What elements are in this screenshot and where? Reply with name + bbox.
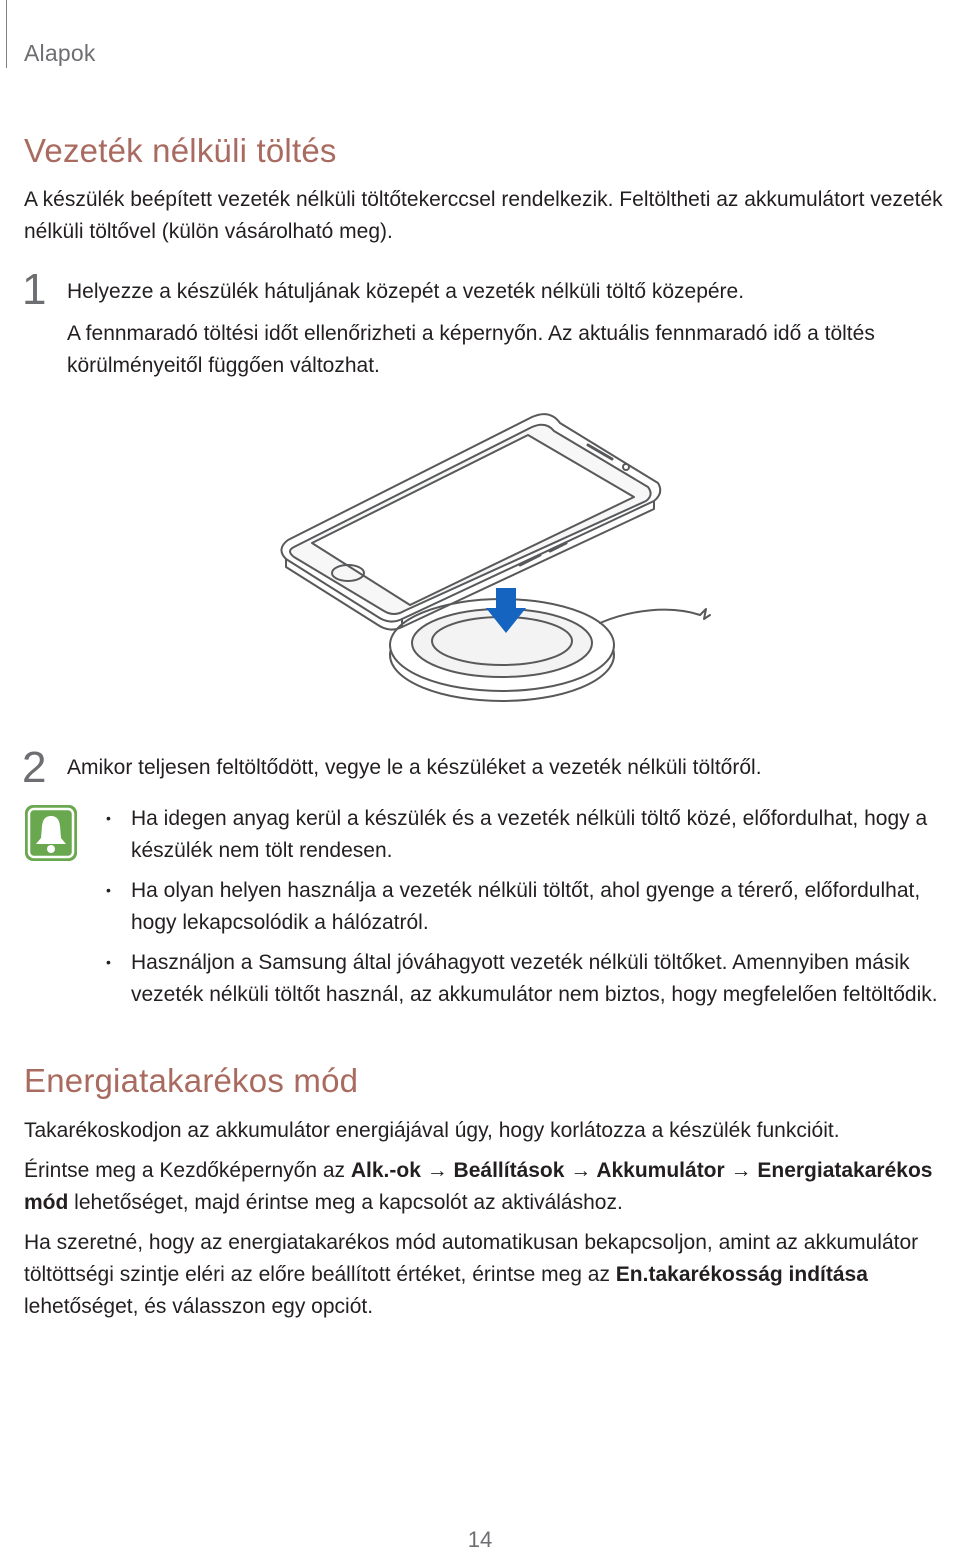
note-2-line-2: hogy lekapcsolódik a hálózatról. [131,911,429,934]
note-bullet-1: • [106,810,111,826]
note-1-line-1: Ha idegen anyag kerül a készülék és a vezeték nélküli töltő közé, előfordulhat, hogy a [131,807,928,830]
menu-arrow-1: -ok → [389,1159,454,1182]
power-saving-para-3-line-3: lehetőséget, és válasszon egy opciót. [24,1295,374,1318]
menu-arrow-2: → [564,1159,597,1182]
bell-icon [24,804,78,862]
para-3-prefix: töltöttségi szintje eléri az előre beállított értéket, érintse meg az [24,1263,616,1286]
step-2-number: 2 [22,743,47,792]
page-number: 14 [467,1527,493,1552]
menu-arrow-3: → [724,1159,758,1182]
header-rule [6,0,7,68]
menu-akkumulator: Akkumulátor [596,1159,725,1182]
power-saving-para-2-line-1 [24,1155,954,1187]
section-header: Alapok [24,40,96,66]
power-saving-para-2-line-2 [24,1187,954,1219]
wireless-intro-line-2: nélküli töltővel (külön vásárolható meg). [24,220,393,243]
wireless-charging-illustration [270,405,730,715]
para-2-suffix: lehetőséget, majd érintse meg a kapcsolót az aktiváláshoz. [68,1191,623,1214]
step-1-subtext-line-2: körülményeitől függően változhat. [67,354,380,377]
menu-alk: Alk. [350,1159,390,1182]
step-1-text: Helyezze a készülék hátuljának közepét a vezeték nélküli töltő közepére. [67,280,745,303]
power-saving-para-3-line-2 [24,1259,954,1291]
note-bullet-2: • [106,882,111,898]
para-2-prefix: Érintse meg a Kezdőképernyőn az [24,1159,351,1182]
step-1-subtext-line-1: A fennmaradó töltési időt ellenőrizheti a képernyőn. Az aktuális fennmaradó idő a töltés [67,322,875,345]
menu-en-takarekossag-inditasa: En.takarékosság indítása [615,1263,868,1286]
power-saving-para-1: Takarékoskodjon az akkumulátor energiájával úgy, hogy korlátozza a készülék funkcióit. [24,1119,840,1142]
step-1-number: 1 [22,265,47,314]
note-1-line-2: készülék nem tölt rendesen. [131,839,393,862]
power-saving-title: Energiatakarékos mód [24,1062,359,1099]
menu-energiatakarekos: Energiatakarékos [757,1159,933,1182]
power-saving-para-3-line-1: Ha szeretné, hogy az energiatakarékos mód automatikusan bekapcsoljon, amint az akkumulátor [24,1231,919,1254]
note-3-line-1: Használjon a Samsung által jóváhagyott vezeték nélküli töltőket. Amennyiben másik [131,951,910,974]
note-2-line-1: Ha olyan helyen használja a vezeték nélküli töltőt, ahol gyenge a térerő, előfordulhat, [131,879,921,902]
note-bullet-3: • [106,954,111,970]
wireless-charging-title: Vezeték nélküli töltés [24,132,337,169]
phone-device [281,414,660,629]
step-2-text: Amikor teljesen feltöltődött, vegye le a készüléket a vezeték nélküli töltőről. [67,756,762,779]
wireless-intro-line-1: A készülék beépített vezeték nélküli töltőtekerccsel rendelkezik. Feltöltheti az akkumulátort vezeték [24,188,943,211]
wireless-charger-pad [390,599,710,701]
note-3-line-2: vezeték nélküli töltőt használ, az akkumulátor nem biztos, hogy megfelelően feltöltődik. [131,983,938,1006]
menu-beallitasok: Beállítások [453,1159,565,1182]
menu-mod: mód [24,1191,69,1214]
